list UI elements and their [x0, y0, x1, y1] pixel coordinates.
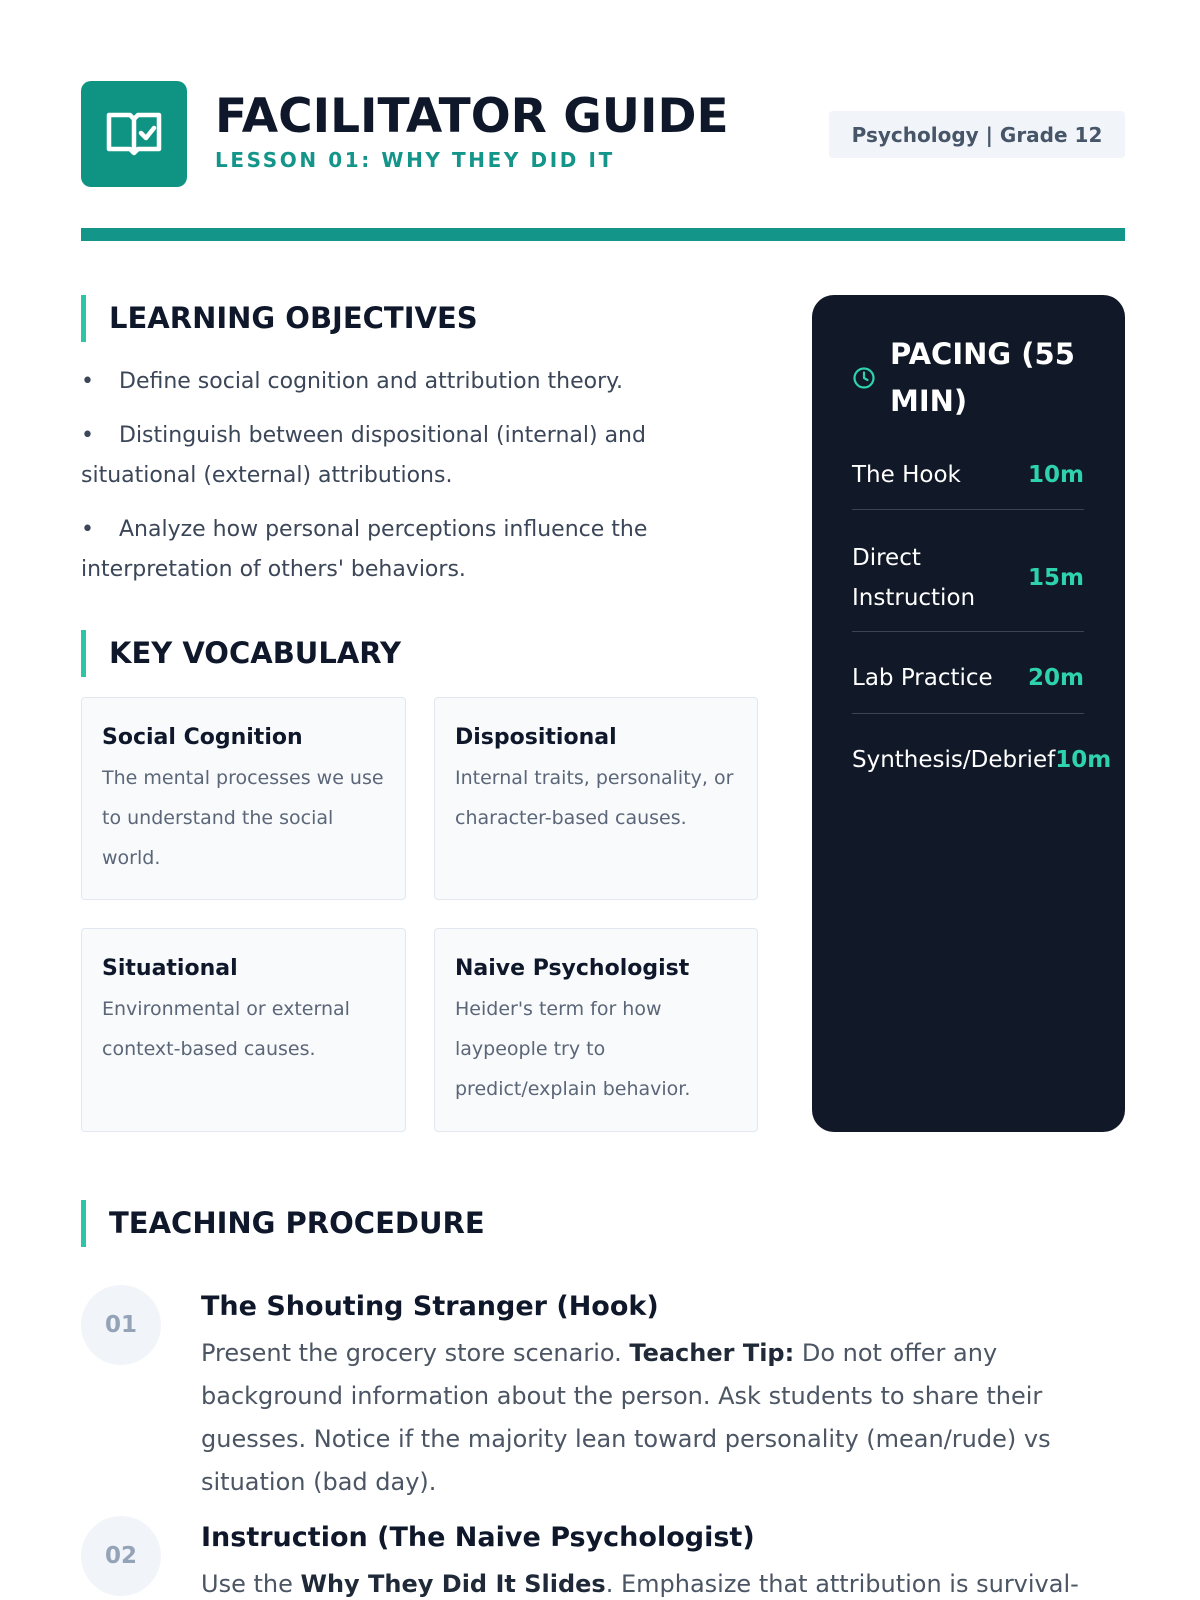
pacing-duration: 20m	[1028, 665, 1084, 691]
vocab-term: Dispositional	[455, 725, 617, 750]
vocab-term: Naive Psychologist	[455, 956, 690, 981]
lesson-subtitle: LESSON 01: WHY THEY DID IT	[215, 148, 615, 172]
pacing-title: PACING (55 MIN)	[890, 337, 1075, 418]
pacing-divider	[852, 509, 1084, 510]
vocab-definition: The mental processes we use to understand the social world.	[102, 767, 384, 869]
pacing-row	[852, 658, 1084, 698]
pacing-activity: Synthesis/Debrief	[852, 747, 1056, 773]
header-divider	[81, 228, 1125, 241]
pacing-row	[852, 538, 1084, 618]
step-title: The Shouting Stranger (Hook)	[201, 1291, 659, 1322]
vocabulary-heading: KEY VOCABULARY	[81, 630, 401, 677]
book-check-icon	[81, 81, 187, 187]
vocab-card	[434, 697, 758, 900]
pacing-duration: 10m	[1028, 462, 1084, 488]
pacing-row	[852, 740, 1112, 780]
vocab-definition: Internal traits, personality, or character-based causes.	[455, 767, 734, 829]
page-header	[81, 81, 1125, 189]
procedure-heading: TEACHING PROCEDURE	[81, 1200, 485, 1247]
vocab-definition: Environmental or external context-based causes.	[102, 998, 350, 1060]
vocab-card	[81, 928, 406, 1132]
step-title: Instruction (The Naive Psychologist)	[201, 1522, 755, 1553]
pacing-row	[852, 455, 1084, 495]
pacing-divider	[852, 713, 1084, 714]
pacing-duration: 10m	[1055, 747, 1112, 773]
clock-icon	[852, 366, 876, 390]
pacing-duration: 15m	[1028, 565, 1084, 591]
objective-item: • Distinguish between dispositional (internal) and situational (external) attributions.	[81, 423, 646, 488]
pacing-activity: Lab Practice	[852, 665, 993, 691]
vocab-definition: Heider's term for how laypeople try to predict/explain behavior.	[455, 998, 691, 1100]
objective-item: • Define social cognition and attribution theory.	[81, 369, 624, 394]
step-description: Use the Why They Did It Slides. Emphasize that attribution is survival-	[201, 1570, 1079, 1598]
subject-grade-badge: Psychology | Grade 12	[829, 111, 1125, 158]
step-number-badge: 02	[81, 1516, 161, 1596]
pacing-divider	[852, 631, 1084, 632]
pacing-activity: Direct Instruction	[852, 545, 976, 611]
objectives-heading: LEARNING OBJECTIVES	[81, 295, 478, 342]
vocab-term: Situational	[102, 956, 238, 981]
vocab-term: Social Cognition	[102, 725, 303, 750]
vocab-card	[434, 928, 758, 1132]
page-title: FACILITATOR GUIDE	[215, 89, 729, 144]
pacing-panel	[812, 295, 1125, 1132]
pacing-activity: The Hook	[852, 462, 961, 488]
step-number-badge: 01	[81, 1285, 161, 1365]
vocab-card	[81, 697, 406, 900]
step-description: Present the grocery store scenario. Teacher Tip: Do not offer any background information about the person. Ask students to share their guesses. Notice if the majority lean toward personality (mean/rude) vs situation (bad day).	[201, 1339, 1051, 1496]
objective-item: • Analyze how personal perceptions influence the interpretation of others' behaviors.	[81, 517, 648, 582]
